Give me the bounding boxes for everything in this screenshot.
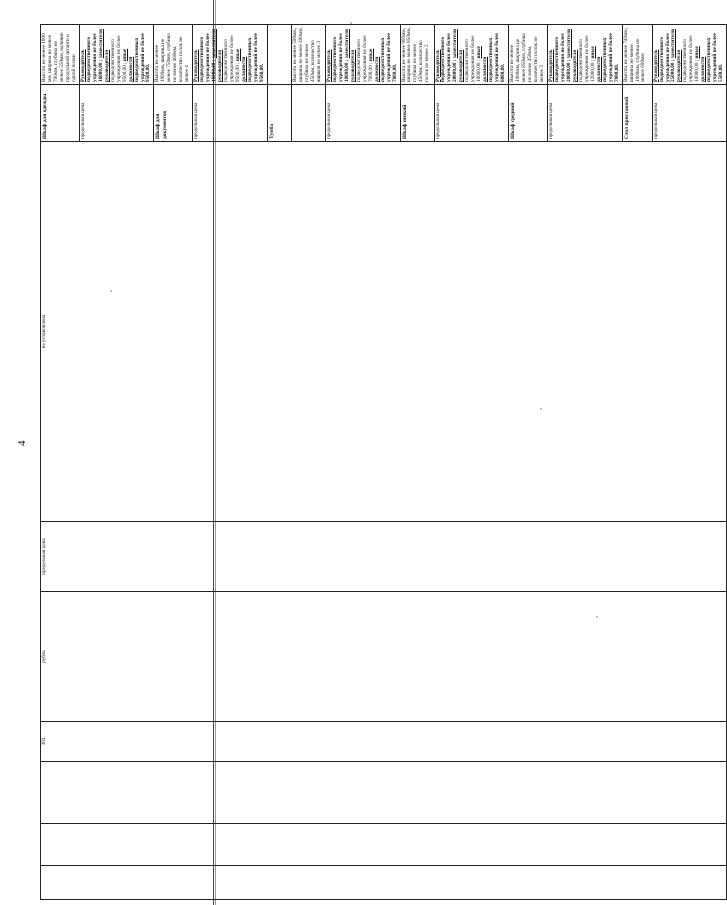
item-name: Шкаф низкий — [401, 104, 408, 139]
item-name: предельная цена — [193, 102, 200, 139]
role-text: подведомственных учреждений не более 9500,00. — [246, 33, 265, 82]
item-name: предельная цена — [652, 102, 659, 139]
price-limit-cell — [325, 25, 400, 85]
item-name: предельная цена — [325, 102, 332, 139]
price-limit-cell — [193, 25, 268, 85]
value-type-cell: предельная цена — [41, 522, 727, 592]
role-text: подведомственного учреждения не более 20000,00 ; — [440, 33, 459, 82]
role-deputy: заместители руководителя — [565, 29, 578, 82]
role-other: иные должности — [476, 46, 489, 82]
item-name-cell — [652, 85, 727, 142]
scan-speck — [110, 290, 112, 292]
role-head: Руководитель — [434, 49, 441, 82]
table-row — [41, 25, 80, 900]
item-name-cell — [325, 85, 400, 142]
item-name-cell — [193, 85, 268, 142]
item-name: Тумба — [268, 123, 275, 139]
rotated-table-container — [40, 25, 725, 900]
empty-cell — [41, 762, 727, 824]
role-text: подведомственного учреждения не более 9500,00 ; — [109, 35, 128, 82]
role-deputy: заместители руководителя — [452, 29, 465, 82]
role-text: подведомственных учреждений не более 9500,00. — [133, 33, 152, 82]
item-name-cell — [434, 85, 509, 142]
role-text: подведомственного учреждения не более 9500,00 ; — [223, 35, 242, 82]
price-limit-cell — [434, 25, 509, 85]
note-cell: не установлена — [41, 142, 727, 522]
characteristic-cell — [267, 25, 291, 85]
scan-speck — [540, 408, 542, 410]
role-deputy: заместители руководителя — [343, 29, 356, 82]
role-text: подведомственного учреждения не более 7000,00 ; — [355, 35, 374, 82]
item-name-cell — [509, 85, 548, 142]
characteristic-cell: Высота не менее 900мм, ширина не менее 850мм, глубина не менее 450мм, количество полок не менее 2 — [400, 25, 434, 85]
item-name-cell — [41, 85, 80, 142]
role-head: Руководитель — [547, 49, 554, 82]
characteristic-cell: Высота не менее 500мм, ширина не менее 400мм, глубина не менее 450мм, количество ящиков не менее 3 — [291, 25, 325, 85]
role-text: подведомственных учреждений не более 7000,00. — [379, 33, 398, 82]
role-deputy: заместители руководителя — [670, 29, 683, 82]
characteristic-cell: Высота не менее 740мм, ширина не менее 1000мм, глубина не менее 600мм — [622, 25, 652, 85]
empty-cell — [41, 824, 727, 866]
role-text: подведомственных учреждений не более 5500,00. — [706, 33, 725, 82]
role-head: Руководитель — [325, 49, 332, 82]
item-name-cell — [154, 85, 193, 142]
role-text: подведомственного учреждения не более 16000,00 ; — [199, 33, 218, 82]
characteristic-cell: Высота не менее 1000мм, ширина не менее 850мм, глубина не менее 450мм, количество полок не менее 3 — [509, 25, 548, 85]
characteristic-cell: Высота не менее 1990мм, ширина не менее 750мм, глубина не менее 460мм, количество полок не менее 4 — [154, 25, 193, 85]
role-head: Руководитель — [652, 49, 659, 82]
item-name: Шкаф средний — [510, 102, 517, 139]
unit-cell: рубль — [41, 592, 727, 722]
characteristic-cell: Высота не менее 1800 мм, ширина не менее 700мм, глубина не менее 550мм, наличие продольной штанги и одной полки — [41, 25, 80, 85]
item-name-cell — [267, 85, 291, 142]
role-head: Руководитель — [79, 49, 86, 82]
item-name: предельная цена — [79, 102, 86, 139]
role-text: подведомственного учреждения не более 10000,00 ; — [682, 35, 701, 82]
role-text: подведомственного учреждения не более 25000,00 ; — [658, 33, 677, 82]
role-other: иные должности — [367, 48, 380, 82]
role-head: Руководитель — [193, 49, 200, 82]
price-limit-cell — [547, 25, 622, 85]
role-text: подведомственного учреждения не более 12000,00 ; — [577, 35, 596, 82]
scan-speck — [596, 616, 598, 618]
role-other: иные должности — [694, 46, 707, 82]
role-text: подведомственного учреждения не более 16000,00 ; — [85, 33, 104, 82]
empty-cell — [41, 866, 727, 900]
item-name: Шкаф для одежды — [42, 93, 48, 139]
page-number: 4 — [16, 440, 28, 446]
item-name-cell — [291, 85, 325, 142]
item-name: предельная цена — [547, 102, 554, 139]
role-deputy: заместители руководителя — [211, 29, 224, 82]
item-name: Шкаф для документов — [155, 110, 169, 139]
role-text: подведомственного учреждения не более 20000,00 ; — [553, 33, 572, 82]
furniture-price-table — [40, 24, 727, 900]
price-limit-cell — [79, 25, 154, 85]
scan-speck — [350, 22, 352, 24]
role-text: подведомственных учреждений не более 7000,00. — [601, 33, 620, 82]
role-other: иные должности — [235, 48, 247, 82]
item-name: предельная цена — [434, 102, 441, 139]
item-name: Стол приставной — [623, 96, 630, 139]
role-deputy: заместители руководителя — [97, 29, 110, 82]
role-text: подведомственных учреждений не более 6000,00. — [488, 33, 507, 82]
item-name-cell — [400, 85, 434, 142]
role-text: подведомственного учреждения не более 10000,00 ; — [464, 35, 483, 82]
item-name-cell — [547, 85, 622, 142]
row-number-cell: 383 — [41, 722, 727, 762]
item-name-cell — [622, 85, 652, 142]
item-name-cell — [79, 85, 154, 142]
price-limit-cell — [652, 25, 727, 85]
role-other: иные должности — [589, 46, 602, 82]
role-other: иные должности — [121, 48, 134, 82]
role-text: подведомственного учреждения не более 10000,00 ; — [331, 33, 350, 82]
